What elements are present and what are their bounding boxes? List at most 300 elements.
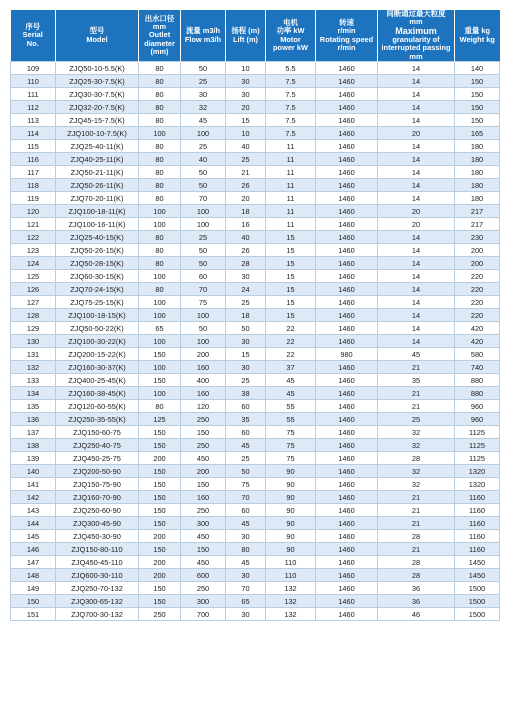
granularity-cell: 46 — [378, 608, 455, 621]
serial-cell: 145 — [11, 530, 56, 543]
serial-cell: 146 — [11, 543, 56, 556]
lift-cell: 25 — [226, 296, 266, 309]
weight-cell: 165 — [455, 127, 500, 140]
table-row — [11, 348, 500, 361]
model-cell: ZJQ160-70-90 — [56, 491, 139, 504]
lift-cell: 75 — [226, 478, 266, 491]
weight-cell: 220 — [455, 296, 500, 309]
header-en-label: Weight kg — [459, 34, 495, 44]
granularity-cell: 28 — [378, 556, 455, 569]
granularity-cell: 20 — [378, 127, 455, 140]
lift-cell: 38 — [226, 387, 266, 400]
weight-cell: 217 — [455, 205, 500, 218]
header-zh-label: 出水口径 — [144, 13, 175, 23]
flow-cell: 100 — [181, 127, 226, 140]
granularity-cell: 14 — [378, 179, 455, 192]
weight-cell: 1160 — [455, 517, 500, 530]
speed-cell: 1460 — [316, 569, 378, 582]
serial-cell: 131 — [11, 348, 56, 361]
flow-header — [181, 10, 226, 62]
speed-cell: 1460 — [316, 465, 378, 478]
header-zh-label: 扬程 (m) — [231, 26, 260, 36]
granularity-cell: 36 — [378, 595, 455, 608]
table-header — [11, 10, 500, 62]
speed-cell: 1460 — [316, 192, 378, 205]
weight-cell: 1450 — [455, 556, 500, 569]
lift-cell: 15 — [226, 114, 266, 127]
granularity-cell: 35 — [378, 374, 455, 387]
weight-cell: 1500 — [455, 608, 500, 621]
lift-cell: 45 — [226, 556, 266, 569]
table-row — [11, 400, 500, 413]
header-en-label: Motor — [280, 34, 301, 44]
power-cell: 5.5 — [266, 62, 316, 75]
lift-cell: 18 — [226, 205, 266, 218]
model-cell: ZJQ50-10-5.5(K) — [56, 62, 139, 75]
flow-cell: 50 — [181, 322, 226, 335]
weight-header — [455, 10, 500, 62]
flow-cell: 160 — [181, 387, 226, 400]
model-cell: ZJQ400-25-45(K) — [56, 374, 139, 387]
outlet-cell: 80 — [139, 153, 181, 166]
table-row — [11, 543, 500, 556]
power-cell: 110 — [266, 569, 316, 582]
power-cell: 22 — [266, 335, 316, 348]
serial-cell: 123 — [11, 244, 56, 257]
table-row — [11, 205, 500, 218]
model-cell: ZJQ75-25-15(K) — [56, 296, 139, 309]
serial-cell: 147 — [11, 556, 56, 569]
serial-cell: 151 — [11, 608, 56, 621]
granularity-cell: 14 — [378, 231, 455, 244]
granularity-cell: 14 — [378, 322, 455, 335]
serial-cell: 125 — [11, 270, 56, 283]
weight-cell: 420 — [455, 335, 500, 348]
lift-cell: 60 — [226, 504, 266, 517]
weight-cell: 180 — [455, 192, 500, 205]
speed-cell: 1460 — [316, 478, 378, 491]
flow-cell: 25 — [181, 140, 226, 153]
lift-cell: 25 — [226, 153, 266, 166]
model-cell: ZJQ450-45-110 — [56, 556, 139, 569]
serial-cell: 113 — [11, 114, 56, 127]
weight-cell: 740 — [455, 361, 500, 374]
lift-cell: 40 — [226, 140, 266, 153]
flow-cell: 250 — [181, 582, 226, 595]
lift-cell: 40 — [226, 231, 266, 244]
serial-cell: 133 — [11, 374, 56, 387]
granularity-cell: 14 — [378, 309, 455, 322]
speed-cell: 1460 — [316, 491, 378, 504]
table-row — [11, 387, 500, 400]
outlet-cell: 200 — [139, 530, 181, 543]
header-en-label: Serial — [22, 30, 43, 40]
header-zh-label: 型号 — [89, 26, 105, 36]
header-en-label: Outlet — [148, 30, 171, 40]
lift-cell: 20 — [226, 192, 266, 205]
flow-cell: 100 — [181, 309, 226, 322]
serial-cell: 135 — [11, 400, 56, 413]
speed-cell: 1460 — [316, 608, 378, 621]
table-row — [11, 530, 500, 543]
lift-cell: 50 — [226, 322, 266, 335]
model-cell: ZJQ120-60-55(K) — [56, 400, 139, 413]
lift-cell: 10 — [226, 127, 266, 140]
serial-cell: 137 — [11, 426, 56, 439]
outlet-diameter-header — [139, 10, 181, 62]
power-cell: 15 — [266, 231, 316, 244]
serial-cell: 143 — [11, 504, 56, 517]
lift-cell: 70 — [226, 491, 266, 504]
serial-cell: 110 — [11, 75, 56, 88]
header-en-label: interrupted passing — [381, 43, 451, 53]
granularity-cell: 14 — [378, 192, 455, 205]
lift-cell: 30 — [226, 75, 266, 88]
speed-cell: 1460 — [316, 361, 378, 374]
weight-cell: 420 — [455, 322, 500, 335]
speed-cell: 1460 — [316, 231, 378, 244]
speed-cell: 1460 — [316, 309, 378, 322]
weight-cell: 580 — [455, 348, 500, 361]
outlet-cell: 100 — [139, 218, 181, 231]
table-row — [11, 322, 500, 335]
model-cell: ZJQ450-30-90 — [56, 530, 139, 543]
power-cell: 132 — [266, 608, 316, 621]
serial-cell: 118 — [11, 179, 56, 192]
power-cell: 90 — [266, 491, 316, 504]
speed-cell: 1460 — [316, 504, 378, 517]
flow-cell: 100 — [181, 218, 226, 231]
serial-cell: 124 — [11, 257, 56, 270]
outlet-cell: 80 — [139, 231, 181, 244]
outlet-cell: 150 — [139, 504, 181, 517]
power-cell: 75 — [266, 452, 316, 465]
lift-cell: 45 — [226, 517, 266, 530]
flow-cell: 400 — [181, 374, 226, 387]
weight-cell: 880 — [455, 374, 500, 387]
flow-cell: 450 — [181, 530, 226, 543]
speed-cell: 1460 — [316, 439, 378, 452]
outlet-cell: 80 — [139, 257, 181, 270]
speed-cell: 1460 — [316, 218, 378, 231]
outlet-cell: 65 — [139, 322, 181, 335]
weight-cell: 140 — [455, 62, 500, 75]
model-cell: ZJQ100-16-11(K) — [56, 218, 139, 231]
weight-cell: 1320 — [455, 465, 500, 478]
header-en-label: granularity of — [392, 35, 440, 45]
outlet-cell: 100 — [139, 309, 181, 322]
serial-cell: 136 — [11, 413, 56, 426]
speed-cell: 1460 — [316, 426, 378, 439]
lift-cell: 50 — [226, 465, 266, 478]
outlet-cell: 100 — [139, 205, 181, 218]
outlet-cell: 250 — [139, 608, 181, 621]
outlet-cell: 150 — [139, 426, 181, 439]
outlet-cell: 100 — [139, 270, 181, 283]
outlet-cell: 150 — [139, 478, 181, 491]
table-row — [11, 62, 500, 75]
power-cell: 7.5 — [266, 88, 316, 101]
table-row — [11, 101, 500, 114]
speed-cell: 1460 — [316, 62, 378, 75]
granularity-cell: 21 — [378, 504, 455, 517]
power-cell: 11 — [266, 218, 316, 231]
power-cell: 90 — [266, 478, 316, 491]
speed-cell: 1460 — [316, 205, 378, 218]
serial-cell: 149 — [11, 582, 56, 595]
outlet-cell: 150 — [139, 465, 181, 478]
weight-cell: 880 — [455, 387, 500, 400]
power-cell: 15 — [266, 296, 316, 309]
serial-no-header — [11, 10, 56, 62]
granularity-cell: 25 — [378, 413, 455, 426]
lift-cell: 20 — [226, 101, 266, 114]
header-en-label: r/min — [337, 42, 356, 52]
power-cell: 15 — [266, 309, 316, 322]
speed-cell: 1460 — [316, 166, 378, 179]
table-row — [11, 140, 500, 153]
power-cell: 55 — [266, 400, 316, 413]
weight-cell: 220 — [455, 283, 500, 296]
model-cell: ZJQ100-18-15(K) — [56, 309, 139, 322]
table-row — [11, 608, 500, 621]
table-row — [11, 556, 500, 569]
flow-cell: 450 — [181, 452, 226, 465]
serial-cell: 138 — [11, 439, 56, 452]
outlet-cell: 80 — [139, 192, 181, 205]
serial-cell: 134 — [11, 387, 56, 400]
header-en-label: mm — [152, 22, 167, 32]
outlet-cell: 100 — [139, 127, 181, 140]
power-cell: 11 — [266, 166, 316, 179]
model-cell: ZJQ50-26-15(K) — [56, 244, 139, 257]
model-cell: ZJQ70-24-15(K) — [56, 283, 139, 296]
model-cell: ZJQ45-15-7.5(K) — [56, 114, 139, 127]
weight-cell: 180 — [455, 166, 500, 179]
outlet-cell: 80 — [139, 88, 181, 101]
table-row — [11, 270, 500, 283]
flow-cell: 150 — [181, 426, 226, 439]
header-en-label: (mm) — [150, 46, 169, 56]
serial-cell: 112 — [11, 101, 56, 114]
outlet-cell: 80 — [139, 101, 181, 114]
flow-cell: 50 — [181, 179, 226, 192]
speed-cell: 1460 — [316, 140, 378, 153]
power-cell: 132 — [266, 595, 316, 608]
lift-cell: 60 — [226, 426, 266, 439]
model-cell: ZJQ50-50-22(K) — [56, 322, 139, 335]
granularity-cell: 14 — [378, 153, 455, 166]
model-cell: ZJQ150-75-90 — [56, 478, 139, 491]
speed-cell: 1460 — [316, 270, 378, 283]
power-cell: 37 — [266, 361, 316, 374]
speed-cell: 1460 — [316, 257, 378, 270]
flow-cell: 250 — [181, 439, 226, 452]
lift-cell: 30 — [226, 530, 266, 543]
speed-cell: 1460 — [316, 244, 378, 257]
lift-cell: 30 — [226, 608, 266, 621]
flow-cell: 200 — [181, 348, 226, 361]
weight-cell: 960 — [455, 400, 500, 413]
granularity-cell: 32 — [378, 478, 455, 491]
lift-header — [226, 10, 266, 62]
flow-cell: 160 — [181, 491, 226, 504]
outlet-cell: 150 — [139, 439, 181, 452]
power-cell: 11 — [266, 192, 316, 205]
power-cell: 90 — [266, 530, 316, 543]
serial-cell: 128 — [11, 309, 56, 322]
power-cell: 132 — [266, 582, 316, 595]
weight-cell: 150 — [455, 101, 500, 114]
lift-cell: 30 — [226, 569, 266, 582]
outlet-cell: 100 — [139, 387, 181, 400]
lift-cell: 45 — [226, 439, 266, 452]
header-zh-label: 间断通过最大粒度 mm — [386, 9, 446, 27]
table-row — [11, 309, 500, 322]
weight-cell: 1320 — [455, 478, 500, 491]
granularity-cell: 14 — [378, 270, 455, 283]
table-row — [11, 296, 500, 309]
flow-cell: 75 — [181, 296, 226, 309]
header-en-label: Model — [86, 34, 108, 44]
header-zh-label: 电机 — [283, 18, 298, 28]
weight-cell: 220 — [455, 270, 500, 283]
outlet-cell: 125 — [139, 413, 181, 426]
power-cell: 7.5 — [266, 127, 316, 140]
flow-cell: 250 — [181, 504, 226, 517]
granularity-cell: 28 — [378, 452, 455, 465]
lift-cell: 30 — [226, 88, 266, 101]
power-cell: 45 — [266, 387, 316, 400]
power-cell: 11 — [266, 153, 316, 166]
flow-cell: 50 — [181, 244, 226, 257]
granularity-cell: 32 — [378, 465, 455, 478]
granularity-cell: 14 — [378, 244, 455, 257]
outlet-cell: 150 — [139, 582, 181, 595]
lift-cell: 30 — [226, 335, 266, 348]
power-cell: 75 — [266, 439, 316, 452]
header-zh-label: 重量 kg — [464, 26, 490, 36]
speed-cell: 1460 — [316, 374, 378, 387]
table-row — [11, 218, 500, 231]
model-cell: ZJQ200-50-90 — [56, 465, 139, 478]
serial-cell: 122 — [11, 231, 56, 244]
speed-cell: 1460 — [316, 517, 378, 530]
granularity-cell: 28 — [378, 569, 455, 582]
model-cell: ZJQ150-60-75 — [56, 426, 139, 439]
header-zh-label: 序号 — [25, 22, 41, 32]
flow-cell: 45 — [181, 114, 226, 127]
flow-cell: 50 — [181, 257, 226, 270]
granularity-cell: 45 — [378, 348, 455, 361]
table-row — [11, 166, 500, 179]
weight-cell: 1125 — [455, 439, 500, 452]
granularity-cell: 32 — [378, 426, 455, 439]
model-cell: ZJQ25-30-7.5(K) — [56, 75, 139, 88]
granularity-cell: 21 — [378, 543, 455, 556]
table-row — [11, 439, 500, 452]
weight-cell: 180 — [455, 179, 500, 192]
model-cell: ZJQ250-60-90 — [56, 504, 139, 517]
weight-cell: 1500 — [455, 582, 500, 595]
model-cell: ZJQ60-30-15(K) — [56, 270, 139, 283]
model-cell: ZJQ40-25-11(K) — [56, 153, 139, 166]
model-cell: ZJQ25-40-11(K) — [56, 140, 139, 153]
serial-cell: 111 — [11, 88, 56, 101]
weight-cell: 1125 — [455, 426, 500, 439]
outlet-cell: 200 — [139, 569, 181, 582]
serial-cell: 132 — [11, 361, 56, 374]
header-row — [11, 10, 500, 62]
model-cell: ZJQ700-30-132 — [56, 608, 139, 621]
serial-cell: 114 — [11, 127, 56, 140]
model-cell: ZJQ50-26-11(K) — [56, 179, 139, 192]
flow-cell: 70 — [181, 192, 226, 205]
outlet-cell: 150 — [139, 348, 181, 361]
table-row — [11, 114, 500, 127]
speed-cell: 1460 — [316, 283, 378, 296]
flow-cell: 200 — [181, 465, 226, 478]
speed-cell: 1460 — [316, 101, 378, 114]
lift-cell: 70 — [226, 582, 266, 595]
flow-cell: 25 — [181, 75, 226, 88]
rotating-speed-header — [316, 10, 378, 62]
table-row — [11, 257, 500, 270]
model-cell: ZJQ600-30-110 — [56, 569, 139, 582]
model-cell: ZJQ300-65-132 — [56, 595, 139, 608]
granularity-cell: 14 — [378, 88, 455, 101]
granularity-cell: 14 — [378, 166, 455, 179]
max-granularity-header — [378, 10, 455, 62]
header-en-label: mm — [409, 51, 423, 61]
table-row — [11, 426, 500, 439]
granularity-cell: 21 — [378, 387, 455, 400]
table-row — [11, 478, 500, 491]
speed-cell: 1460 — [316, 595, 378, 608]
table-row — [11, 127, 500, 140]
lift-cell: 60 — [226, 400, 266, 413]
weight-cell: 1500 — [455, 595, 500, 608]
weight-cell: 150 — [455, 114, 500, 127]
power-cell: 7.5 — [266, 114, 316, 127]
speed-cell: 1460 — [316, 75, 378, 88]
weight-cell: 1160 — [455, 530, 500, 543]
model-cell: ZJQ50-21-11(K) — [56, 166, 139, 179]
granularity-cell: 21 — [378, 491, 455, 504]
lift-cell: 26 — [226, 244, 266, 257]
outlet-cell: 200 — [139, 452, 181, 465]
serial-cell: 142 — [11, 491, 56, 504]
outlet-cell: 100 — [139, 335, 181, 348]
flow-cell: 160 — [181, 361, 226, 374]
granularity-cell: 28 — [378, 530, 455, 543]
flow-cell: 250 — [181, 413, 226, 426]
serial-cell: 127 — [11, 296, 56, 309]
speed-cell: 980 — [316, 348, 378, 361]
pump-spec-table — [10, 10, 500, 621]
weight-cell: 1160 — [455, 491, 500, 504]
serial-cell: 117 — [11, 166, 56, 179]
flow-cell: 100 — [181, 335, 226, 348]
power-cell: 22 — [266, 322, 316, 335]
table-body — [11, 62, 500, 621]
header-en-label: power kW — [273, 42, 308, 52]
lift-cell: 30 — [226, 361, 266, 374]
header-en-label: Lift (m) — [232, 34, 259, 44]
outlet-cell: 80 — [139, 283, 181, 296]
power-cell: 90 — [266, 517, 316, 530]
serial-cell: 141 — [11, 478, 56, 491]
